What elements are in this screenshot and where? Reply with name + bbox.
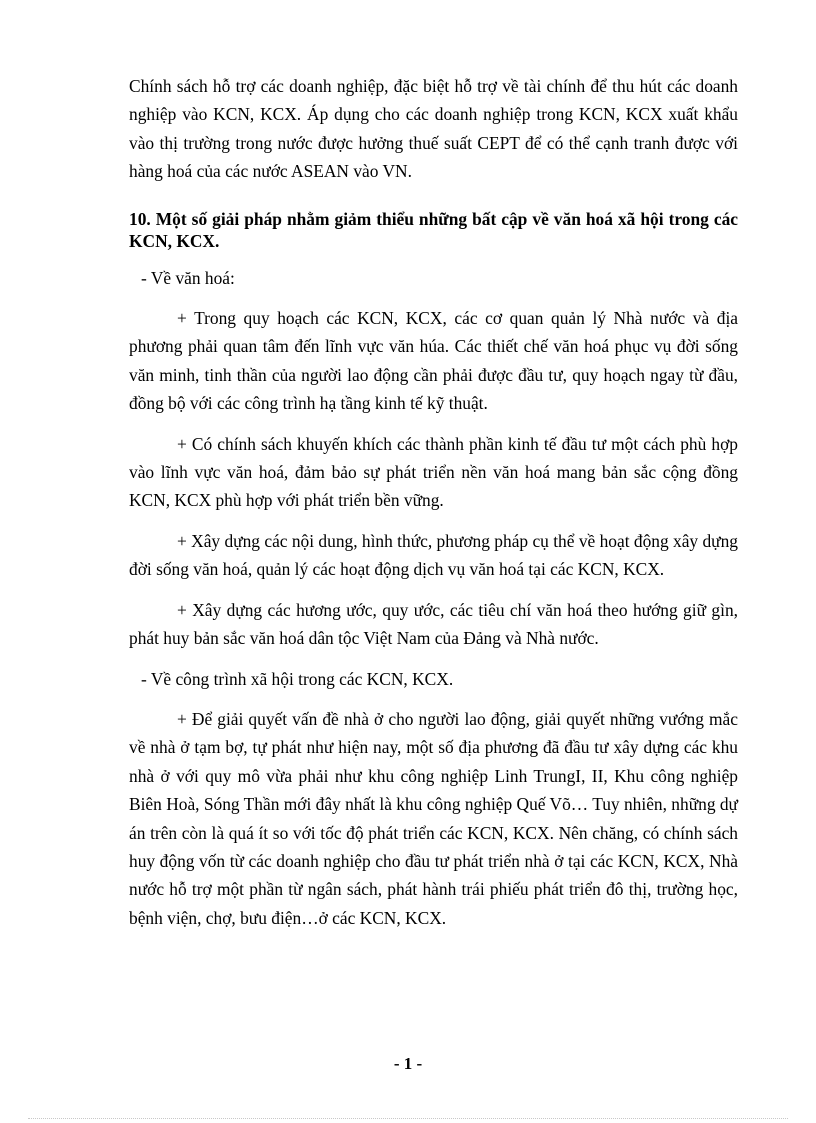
page-bottom-divider: [28, 1118, 788, 1119]
section-heading: 10. Một số giải pháp nhằm giảm thiểu những bất cập về văn hoá xã hội trong các KCN, KCX.: [129, 208, 738, 251]
culture-item: + Xây dựng các nội dung, hình thức, phương pháp cụ thể về hoạt động xây dựng đời sống văn hoá, quản lý các hoạt động dịch vụ văn hoá tại các KCN, KCX.: [129, 530, 738, 580]
paragraph-intro: Chính sách hỗ trợ các doanh nghiệp, đặc biệt hỗ trợ về tài chính để thu hút các doanh nghiệp vào KCN, KCX. Áp dụng cho các doanh nghiệp trong KCN, KCX xuất khẩu vào thị trường trong nước được hưởng thuế suất CEPT để có thể cạnh tranh được với hàng hoá của các nước ASEAN vào VN.: [129, 76, 738, 182]
subsection-label-social: - Về công trình xã hội trong các KCN, KCX.: [141, 668, 454, 689]
subsection-label-culture: - Về văn hoá:: [141, 267, 235, 288]
social-item: + Để giải quyết vấn đề nhà ở cho người lao động, giải quyết những vướng mắc về nhà ở tạm bợ, tự phát như hiện nay, một số địa phương đã đầu tư xây dựng các khu nhà ở với quy mô vừa phải như khu công nghiệp Linh TrungI, II, Khu công nghiệp Biên Hoà, Sóng Thần mới đây nhất là khu công nghiệp Quế Võ… Tuy nhiên, những dự án trên còn là quá ít so với tốc độ phát triển các KCN, KCX. Nên chăng, có chính sách huy động vốn từ các doanh nghiệp cho đầu tư phát triển nhà ở tại các KCN, KCX, Nhà nước hỗ trợ một phần từ ngân sách, phát hành trái phiếu phát triển đô thị, trường học, bệnh viện, chợ, bưu điện…ở các KCN, KCX.: [129, 708, 738, 928]
culture-item: + Xây dựng các hương ước, quy ước, các tiêu chí văn hoá theo hướng giữ gìn, phát huy bản sắc văn hoá dân tộc Việt Nam của Đảng và Nhà nước.: [129, 599, 738, 649]
page-number: - 1 -: [393, 1054, 423, 1073]
document-page: [129, 72, 738, 932]
culture-item: + Có chính sách khuyến khích các thành phần kinh tế đầu tư một cách phù hợp vào lĩnh vực văn hoá, đảm bảo sự phát triển nền văn hoá mang bản sắc cộng đồng KCN, KCX phù hợp với phát triển bền vững.: [129, 433, 738, 511]
culture-item: + Trong quy hoạch các KCN, KCX, các cơ quan quản lý Nhà nước và địa phương phải quan tâm đến lĩnh vực văn húa. Các thiết chế văn hoá phục vụ đời sống văn minh, tinh thần của người lao động cần phải được đầu tư, quy hoạch ngay từ đầu, đồng bộ với các công trình hạ tầng kinh tế kỹ thuật.: [129, 308, 738, 414]
